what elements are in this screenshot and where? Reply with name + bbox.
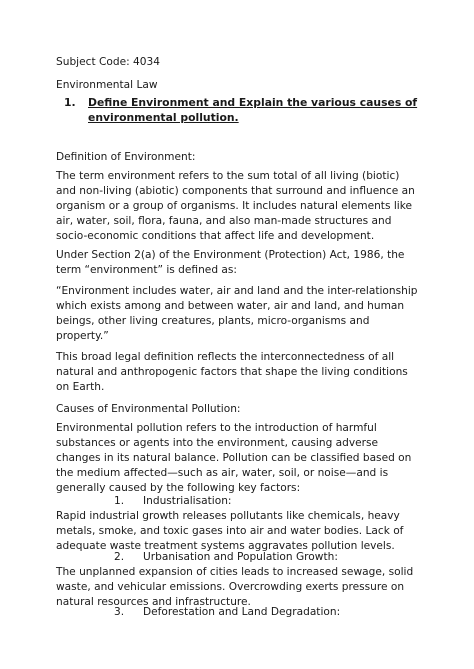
causes-intro-line: changes in its natural balance. Pollution can be classified based on — [56, 452, 412, 464]
causes-intro-line: substances or agents into the environment, causing adverse — [56, 437, 379, 449]
question-number: 1. — [64, 96, 76, 109]
causes-intro-line: generally caused by the following key factors: — [56, 482, 301, 494]
subject-code: Subject Code: 4034 — [56, 56, 160, 68]
definition-para-line: air, water, soil, flora, fauna, and also man-made structures and — [56, 215, 392, 227]
definition-para-line: and non-living (abiotic) components that surround and influence an — [56, 185, 415, 197]
definition-para-line: socio-economic conditions that affect life and development. — [56, 230, 375, 242]
quote-line: beings, other living creatures, plants, micro-organisms and — [56, 315, 370, 327]
definition-para-line: The term environment refers to the sum total of all living (biotic) — [56, 170, 400, 182]
definition-para-line: organism or a group of organisms. It includes natural elements like — [56, 200, 413, 212]
causes-intro-line: the medium affected—such as air, water, soil, or noise—and is — [56, 467, 389, 479]
cause-text-line: natural resources and infrastructure. — [56, 596, 251, 608]
cause-text-line: waste, and vehicular emissions. Overcrowding exerts pressure on — [56, 581, 405, 593]
quote-line: property.” — [56, 330, 109, 342]
quote-line: “Environment includes water, air and land and the inter-relationship — [56, 285, 418, 297]
reflection-para-line: on Earth. — [56, 381, 105, 393]
cause-title: Deforestation and Land Degradation: — [143, 606, 341, 618]
cause-text-line: adequate waste treatment systems aggravates pollution levels. — [56, 540, 395, 552]
statute-para-line: term “environment” is defined as: — [56, 264, 237, 276]
reflection-para-line: This broad legal definition reflects the interconnectedness of all — [56, 351, 395, 363]
cause-title: Industrialisation: — [143, 495, 232, 507]
quote-line: which exists among and between water, air and land, and human — [56, 300, 405, 312]
cause-text-line: The unplanned expansion of cities leads to increased sewage, solid — [56, 566, 414, 578]
cause-number: 3. — [114, 606, 125, 618]
question-title-line-1: Define Environment and Explain the various causes of — [88, 96, 418, 109]
cause-number: 1. — [114, 495, 125, 507]
cause-title: Urbanisation and Population Growth: — [143, 551, 338, 563]
cause-text-line: metals, smoke, and toxic gases into air and water bodies. Lack of — [56, 525, 404, 537]
definition-heading: Definition of Environment: — [56, 151, 196, 163]
statute-para-line: Under Section 2(a) of the Environment (Protection) Act, 1986, the — [56, 249, 405, 261]
causes-heading: Causes of Environmental Pollution: — [56, 403, 241, 415]
question-title-line-2: environmental pollution. — [88, 111, 239, 124]
subject-name: Environmental Law — [56, 79, 158, 91]
cause-text-line: Rapid industrial growth releases pollutants like chemicals, heavy — [56, 510, 400, 522]
cause-number: 2. — [114, 551, 125, 563]
reflection-para-line: natural and anthropogenic factors that shape the living conditions — [56, 366, 408, 378]
causes-intro-line: Environmental pollution refers to the introduction of harmful — [56, 422, 377, 434]
